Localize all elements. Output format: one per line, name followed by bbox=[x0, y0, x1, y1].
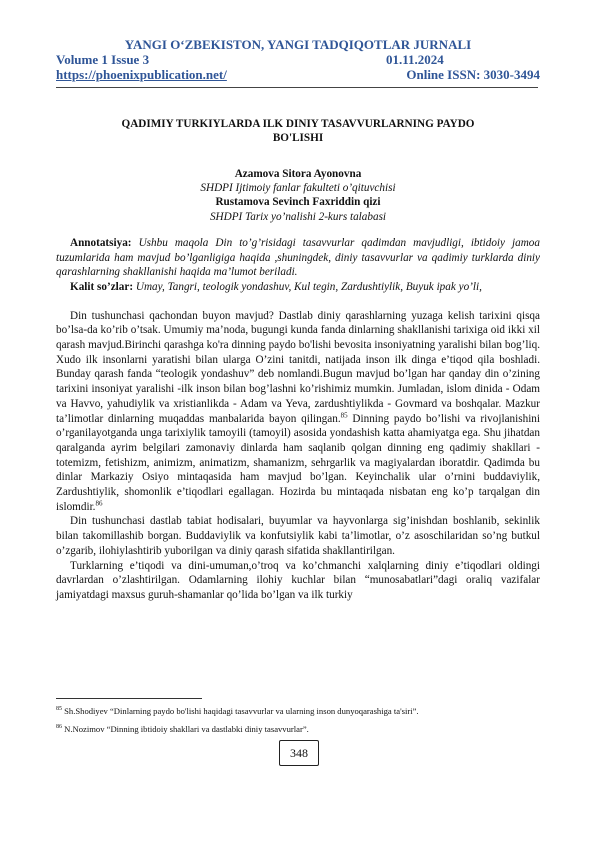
page-number: 348 bbox=[279, 740, 319, 766]
header-divider bbox=[56, 87, 538, 88]
footnote-text: N.Nozimov “Dinning ibtidoiy shakllari va dastlabki diniy tasavvurlar”. bbox=[62, 724, 309, 734]
journal-title: YANGI O‘ZBEKISTON, YANGI TADQIQOTLAR JURNALI bbox=[124, 37, 472, 52]
issn: Online ISSN: 3030-3494 bbox=[406, 67, 540, 82]
footnote-divider bbox=[56, 698, 202, 699]
footnote bbox=[56, 705, 540, 718]
header-row-1 bbox=[56, 52, 540, 67]
volume-issue: Volume 1 Issue 3 bbox=[56, 52, 150, 67]
footnote-number: 85 bbox=[56, 706, 62, 713]
abstract-paragraph bbox=[56, 236, 540, 280]
article-title: QADIMIY TURKIYLARDA ILK DINIY TASAVVURLARNING PAYDO BO'LISHI bbox=[121, 118, 475, 144]
footnote bbox=[56, 723, 540, 736]
publication-date: 01.11.2024 bbox=[386, 52, 444, 67]
footnote-ref-86[interactable]: 86 bbox=[95, 499, 103, 508]
abstract-section bbox=[56, 236, 540, 295]
footnote-number: 86 bbox=[56, 724, 62, 731]
author-name: Rustamova Sevinch Faxriddin qizi bbox=[215, 196, 381, 209]
keywords-text: Umay, Tangri, teologik yondashuv, Kul tegin, Zardushtiylik, Buyuk ipak yo’li, bbox=[135, 280, 482, 293]
paragraph-2: Din tushunchasi dastlab tabiat hodisalari, buyumlar va hayvonlarga sig’inishdan boshlanib, sekinlik bilan takomillashib borgan. Buddaviylik va konfutsiylik kabi ta’limotlar, o’z asoschilaridan so’ng butkul o’zgarib, ilohiylashtirib yuborilgan va diniy qarash sifatida shakllantirilgan. bbox=[56, 515, 540, 557]
footnote-ref-85[interactable]: 85 bbox=[340, 410, 348, 419]
paragraph-1-part-b: Dinning paydo bo’lishi va rivojlanishini o’rganilayotganda unga tarixiylik tamoyili (tamoyil) asosida yondashish katta ahamiyatga ega. Shu jihatdan qaralganda ayrim belgilari zamonaviy dinlarda ham saqlanib qolgan dinning eng qadimiy shakllari - totemizm, fetishizm, animizm, animatizm, shamanizm, sehrgarlik va magiyalardan iboratdir. Qadimda bu dinlar Markaziy Osiyo mintaqasida ham mavjud bo’lgan. Keyinchalik ular o’rnini buddaviylik, Zardushtiylik, shomonlik e’tiqodlari egallagan. Hozirda bu mintaqada nisbatan eng ko’p tarqalgan din islomdir. bbox=[56, 412, 541, 513]
article-body bbox=[56, 117, 540, 603]
author-name: Azamova Sitora Ayonovna bbox=[234, 168, 362, 180]
main-text bbox=[56, 309, 540, 603]
abstract-text: Ushbu maqola Din to’g’risidagi tasavvurlar qadimdan mavjudligi, ibtidoiy jamoa tuzumlarida ham mavjud bo’lganligiga haqida ,shuningdek, diniy tasavvurlar va qadimiy turklarda diniy qarashlarning shakllanishi haqida ma’lumot beriladi. bbox=[56, 236, 540, 279]
keywords-label: Kalit so’zlar: bbox=[70, 280, 134, 293]
abstract-label: Annotatsiya: bbox=[70, 236, 132, 249]
header-row-2 bbox=[56, 67, 540, 82]
journal-url-link[interactable]: https://phoenixpublication.net/ bbox=[56, 67, 227, 82]
author-affiliation: SHDPI Tarix yo’nalishi 2-kurs talabasi bbox=[209, 210, 387, 223]
footnote-text: Sh.Shodiyev “Dinlarning paydo bo'lishi haqidagi tasavvurlar va ularning inson dunyoqarashiga ta'siri”. bbox=[62, 706, 419, 716]
keywords-paragraph bbox=[56, 280, 540, 295]
author-affiliation: SHDPI Ijtimoiy fanlar fakulteti o’qituvchisi bbox=[200, 182, 396, 195]
paragraph-3: Turklarning e’tiqodi va dini-umuman,o’troq va ko’chmanchi xalqlarning diniy e’tiqodlari oldingi davrlardan o’zlashtirilgan. Odamlarning ilohiy kuchlar bilan “munosabatlari”dagi oraliq vazifalar jamiyatdagi maxsus guruh-shamanlar qo’lida bo’lgan va ilk turkiy bbox=[56, 559, 540, 601]
paragraph-1 bbox=[56, 309, 540, 515]
authors-block bbox=[56, 167, 540, 224]
paragraph-1-part-a: Din tushunchasi qachondan buyon mavjud? Dastlab diniy qarashlarning yuzaga kelish tarixini qisqa bo’lsa-da ko’rib o’tsak. Umumiy ma’noda, bugungi kunda fanda dinlarning shakllanishi tarixiga oid ikki xil qarash mavjud.Birinchi qarashga ko'ra dinning paydo bo'lishi bevosita insoniyatning yaralishi bilan bog’liq. Xudo ilk insonlarni yaratishi bilan ularga O’zini tanitdi, natijada inson ilk dinga e’tiqod qila boshladi. Bunday qarash fanda “teologik yondashuv” deb nomlandi.Bugun mavjud bo’lgan har qanday din o’zining tarixini insoniyat yaralishi -ilk inson bilan bog’lashni ko’rishimiz mumkin. Jumladan, islom dinida - Odam va Havvo, yahudiylik va xristianlikda - Adam va Yeva, zardushtiylikda - Govmard va boshqalar. Mazkur ta’limotlar dinlarning muqaddas manbalarida bayon qilingan. bbox=[56, 309, 540, 425]
journal-header bbox=[56, 37, 540, 88]
footnotes-section bbox=[56, 705, 540, 741]
